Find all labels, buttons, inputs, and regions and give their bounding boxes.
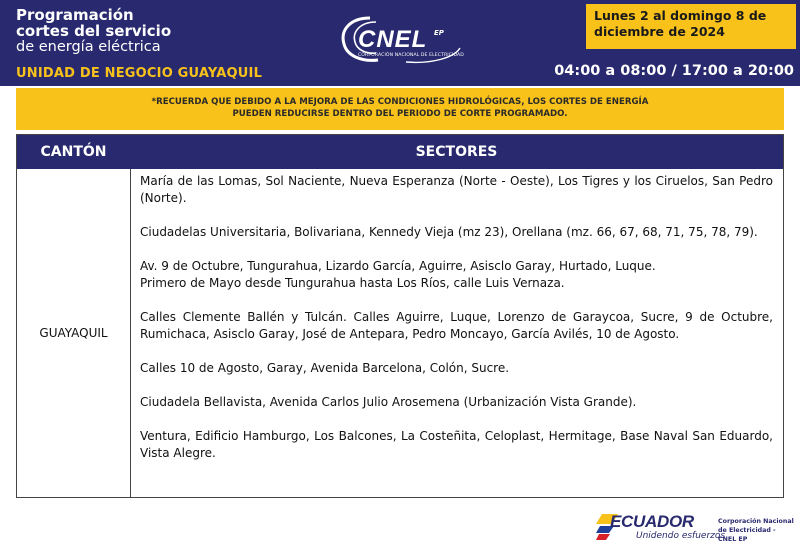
- page-title: [16, 7, 171, 55]
- date-line-1: Lunes 2 al domingo 8 de: [594, 8, 767, 23]
- sector-text: Ciudadela Bellavista, Avenida Carlos Julio Arosemena (Urbanización Vista Grande).: [140, 395, 637, 409]
- logo-word: CNEL: [358, 26, 428, 53]
- sector-text: Calles 10 de Agosto, Garay, Avenida Barcelona, Colón, Sucre.: [140, 361, 510, 375]
- logo-suffix: EP: [434, 29, 444, 37]
- list-item: [140, 360, 773, 377]
- cnel-logo: [336, 12, 476, 72]
- notice-line-1: *RECUERDA QUE DEBIDO A LA MEJORA DE LAS CONDICIONES HIDROLÓGICAS, LOS CORTES DE ENERGÍA: [151, 97, 649, 107]
- date-range-box: [586, 4, 796, 49]
- title-line-1: Programación: [16, 6, 134, 24]
- column-divider: [130, 169, 131, 497]
- sector-text: Primero de Mayo desde Tungurahua hasta Los Ríos, calle Luis Vernaza.: [140, 276, 565, 290]
- canton-cell: [17, 169, 130, 497]
- list-item: [140, 309, 773, 343]
- ecuador-brand: ECUADOR: [610, 512, 694, 531]
- title-line-2: cortes del servicio: [16, 22, 172, 40]
- sector-text: María de las Lomas, Sol Naciente, Nueva Esperanza (Norte - Oeste), Los Tigres y los Ciruelos, San Pedro (Norte).: [140, 174, 773, 205]
- logo-subtitle: CORPORACIÓN NACIONAL DE ELECTRICIDAD: [358, 53, 464, 58]
- sector-text: Ventura, Edificio Hamburgo, Los Balcones, La Costeñita, Celoplast, Hermitage, Base Naval San Eduardo, Vista Alegre.: [140, 429, 773, 460]
- business-unit: UNIDAD DE NEGOCIO GUAYAQUIL: [16, 66, 263, 81]
- list-item: [140, 428, 773, 462]
- list-item: [140, 224, 773, 241]
- sector-text: Av. 9 de Octubre, Tungurahua, Lizardo García, Aguirre, Asisclo Garay, Hurtado, Luque.: [140, 259, 656, 273]
- notice-line-2: PUEDEN REDUCIRSE DENTRO DEL PERIODO DE CORTE PROGRAMADO.: [232, 109, 568, 119]
- date-line-2: diciembre de 2024: [594, 24, 725, 39]
- header-band: [0, 0, 800, 86]
- sectors-list: [140, 173, 773, 479]
- sector-text: Ciudadelas Universitaria, Bolivariana, Kennedy Vieja (mz 23), Orellana (mz. 66, 67, 68, 71, 75, 78, 79).: [140, 225, 758, 239]
- corp-line-2: de Electricidad - CNEL EP: [718, 527, 776, 543]
- sector-text: Calles Clemente Ballén y Tulcán. Calles Aguirre, Luque, Lorenzo de Garaycoa, Sucre, 9 de Octubre, Rumichaca, Asisclo Garay, José de Antepara, Pedro Moncayo, García Avilés, 10 de Agosto.: [140, 310, 773, 341]
- list-item: [140, 173, 773, 207]
- ecuador-slogan: Unidendo esfuerzos: [636, 531, 726, 541]
- notice-banner: [16, 88, 784, 130]
- corp-name: [718, 517, 796, 544]
- footer-logos: [596, 510, 796, 546]
- corp-line-1: Corporación Nacional: [718, 518, 794, 525]
- column-header-canton: CANTÓN: [40, 144, 107, 160]
- schedule-hours: 04:00 a 08:00 / 17:00 a 20:00: [554, 63, 794, 79]
- list-item: [140, 394, 773, 411]
- column-header-sectores: SECTORES: [415, 144, 498, 160]
- outage-table: [16, 134, 784, 498]
- list-item: [140, 258, 773, 292]
- table-header: [17, 135, 783, 169]
- title-line-3: de energía eléctrica: [16, 39, 161, 55]
- canton-name: GUAYAQUIL: [39, 326, 108, 340]
